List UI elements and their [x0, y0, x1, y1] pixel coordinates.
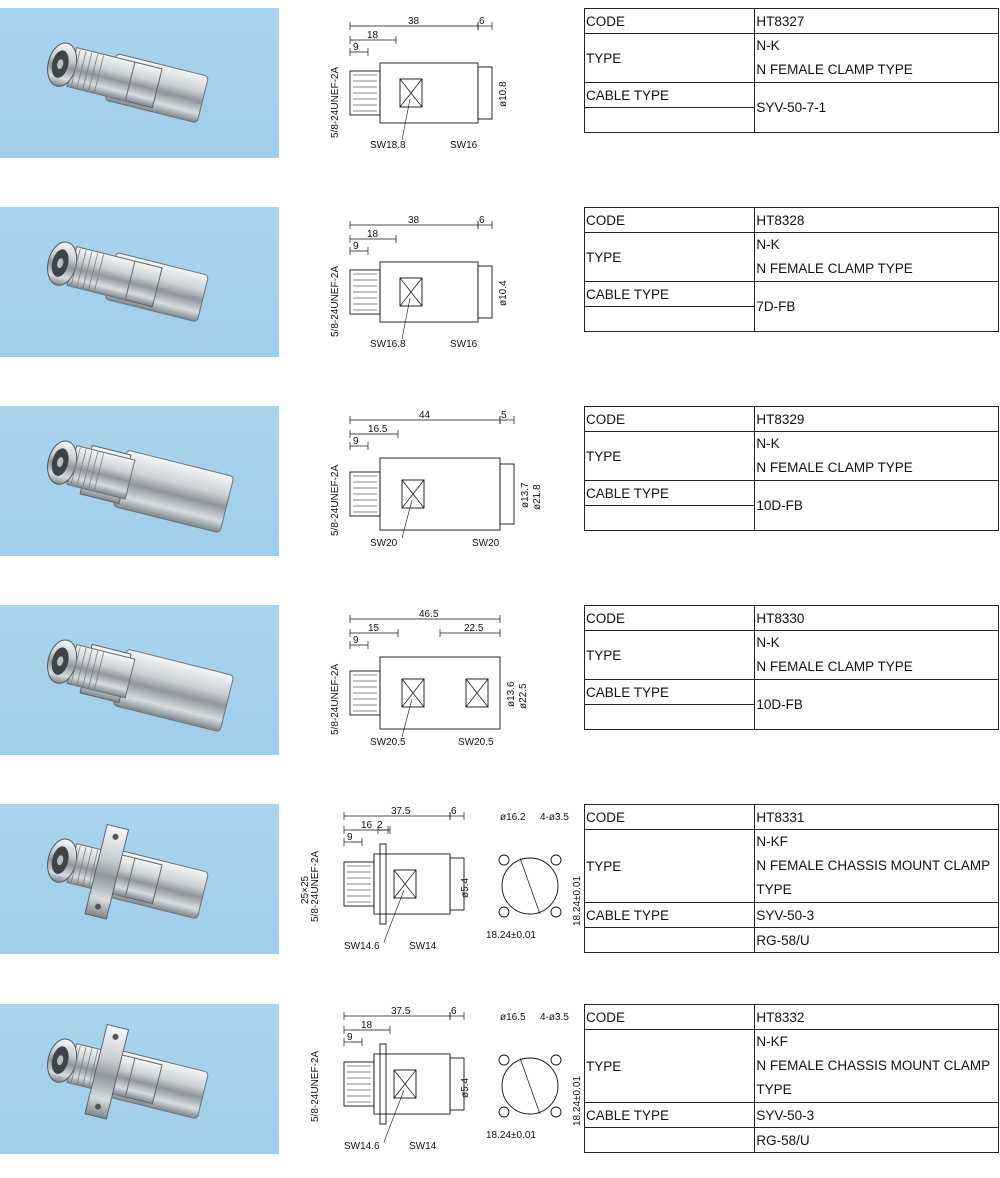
type-label: TYPE	[585, 830, 755, 903]
dim-total: 37.5	[391, 1006, 411, 1017]
product-photo	[0, 8, 279, 158]
wrench-size-front: SW18.8	[370, 140, 406, 151]
technical-drawing	[300, 406, 580, 556]
connector-photo-illustration	[0, 605, 279, 755]
dim-nut: 6	[479, 16, 485, 27]
type-value	[755, 233, 999, 282]
technical-drawing-svg	[300, 1004, 583, 1154]
connector-photo-illustration	[0, 207, 279, 357]
spec-row-cable-blank	[585, 928, 999, 953]
dim-nut: 6	[451, 1006, 457, 1017]
dim-section: 18	[367, 30, 379, 41]
spec-row-cable	[585, 481, 999, 506]
product-row	[0, 207, 1000, 357]
dim-nut: 6	[479, 215, 485, 226]
product-photo	[0, 1004, 279, 1154]
dim-thread-length: 9	[347, 832, 353, 843]
blank-cell	[585, 705, 755, 730]
product-photo	[0, 605, 279, 755]
dim-section: 16.5	[368, 424, 388, 435]
type-label: TYPE	[585, 34, 755, 83]
type-label: TYPE	[585, 631, 755, 680]
technical-drawing-svg	[300, 605, 580, 755]
type-value-line: TYPE	[756, 882, 792, 897]
dim-section: 18	[361, 1020, 373, 1031]
blank-cell	[585, 928, 755, 953]
flange-bore-diameter: ø16.5	[500, 1012, 526, 1023]
cable-type-value: SYV-50-7-1	[755, 83, 999, 133]
dim-nut: 6	[451, 806, 457, 817]
wrench-size-rear: SW16	[450, 339, 478, 350]
type-value-line: N-KF	[756, 1034, 788, 1049]
technical-drawing	[300, 8, 580, 158]
connector-photo-illustration	[0, 804, 279, 954]
code-label: CODE	[585, 9, 755, 34]
dim-thread-length: 9	[347, 1032, 353, 1043]
dim-flange-thickness: 2	[377, 820, 383, 831]
product-row	[0, 1004, 1000, 1154]
technical-drawing	[300, 804, 583, 954]
blank-cell	[585, 1128, 755, 1153]
type-value-line: TYPE	[756, 1082, 792, 1097]
type-value-line: N-K	[756, 38, 780, 53]
code-label: CODE	[585, 606, 755, 631]
type-value	[755, 830, 999, 903]
type-value-line: N-KF	[756, 834, 788, 849]
product-photo	[0, 406, 279, 556]
type-value-line: N FEMALE CLAMP TYPE	[756, 460, 913, 475]
spec-row-cable	[585, 903, 999, 928]
type-value	[755, 631, 999, 680]
cable-type-label: CABLE TYPE	[585, 481, 755, 506]
code-value: HT8331	[755, 805, 999, 830]
code-value: HT8332	[755, 1005, 999, 1030]
dim-thread-length: 9	[353, 42, 359, 53]
product-photo	[0, 207, 279, 357]
product-photo	[0, 804, 279, 954]
dim-total: 38	[408, 215, 420, 226]
spec-row-cable	[585, 1103, 999, 1128]
cable-type-value: SYV-50-3	[755, 1103, 999, 1128]
product-row	[0, 605, 1000, 755]
type-value-line: N FEMALE CHASSIS MOUNT CLAMP	[756, 1058, 991, 1073]
spec-row-cable	[585, 680, 999, 705]
thread-spec-label: 5/8-24UNEF-2A	[330, 464, 341, 536]
hole-pitch-vertical: 18.24±0.01	[572, 1076, 583, 1126]
code-value: HT8327	[755, 9, 999, 34]
spec-row-code	[585, 208, 999, 233]
cable-type-label: CABLE TYPE	[585, 1103, 755, 1128]
spec-row-cable-blank	[585, 1128, 999, 1153]
type-value	[755, 432, 999, 481]
wrench-size-rear: SW14	[409, 941, 437, 952]
diameter-inner-label: ø10.8	[498, 81, 509, 107]
hole-pitch-horizontal: 18.24±0.01	[486, 930, 536, 941]
wrench-size-front: SW16.8	[370, 339, 406, 350]
spec-row-code	[585, 9, 999, 34]
diameter-inner-label: ø10.4	[498, 280, 509, 306]
diameter-inner-label: ø5.4	[460, 877, 471, 898]
dim-total: 46.5	[419, 609, 439, 620]
blank-cell	[585, 108, 755, 133]
spec-row-type	[585, 34, 999, 83]
dim-section: 18	[367, 229, 379, 240]
diameter-inner-label: ø5.4	[460, 1077, 471, 1098]
type-value-line: N FEMALE CHASSIS MOUNT CLAMP	[756, 858, 991, 873]
diameter-inner-label: ø13.6	[506, 681, 517, 707]
hole-pitch-vertical: 18.24±0.01	[572, 876, 583, 926]
cable-type-value: 7D-FB	[755, 282, 999, 332]
spec-row-type	[585, 432, 999, 481]
technical-drawing-svg	[300, 406, 580, 556]
code-label: CODE	[585, 805, 755, 830]
thread-spec-label: 5/8-24UNEF-2A	[330, 663, 341, 735]
code-label: CODE	[585, 1005, 755, 1030]
cable-type-label: CABLE TYPE	[585, 903, 755, 928]
mounting-holes-label: 4-ø3.5	[540, 1012, 569, 1023]
spec-table	[584, 406, 999, 531]
spec-table	[584, 804, 999, 953]
connector-photo-illustration	[0, 8, 279, 158]
dim-total: 44	[419, 410, 431, 421]
dim-thread-length: 9	[353, 241, 359, 252]
cable-type-value: 10D-FB	[755, 481, 999, 531]
type-value-line: N-K	[756, 436, 780, 451]
type-label: TYPE	[585, 432, 755, 481]
connector-photo-illustration	[0, 406, 279, 556]
spec-row-code	[585, 1005, 999, 1030]
type-value-line: N-K	[756, 635, 780, 650]
wrench-size-front: SW14.6	[344, 941, 380, 952]
cable-type-value: SYV-50-3	[755, 903, 999, 928]
technical-drawing	[300, 605, 580, 755]
flange-bore-diameter: ø16.2	[500, 812, 526, 823]
blank-cell	[585, 506, 755, 531]
dim-total: 38	[408, 16, 420, 27]
diameter-inner-label: ø13.7	[520, 482, 531, 508]
flange-size-label: 25×25	[300, 875, 311, 904]
type-label: TYPE	[585, 233, 755, 282]
dim-section: 15	[368, 623, 380, 634]
wrench-size-rear: SW20	[472, 538, 500, 549]
diameter-outer-label: ø21.8	[532, 484, 543, 510]
cable-type-value: RG-58/U	[755, 928, 999, 953]
technical-drawing-svg	[300, 8, 580, 158]
wrench-size-front: SW14.6	[344, 1141, 380, 1152]
connector-photo-illustration	[0, 1004, 279, 1154]
mounting-holes-label: 4-ø3.5	[540, 812, 569, 823]
spec-row-code	[585, 407, 999, 432]
type-value-line: N FEMALE CLAMP TYPE	[756, 62, 913, 77]
thread-spec-label: 5/8-24UNEF-2A	[330, 265, 341, 337]
wrench-size-rear: SW14	[409, 1141, 437, 1152]
hole-pitch-horizontal: 18.24±0.01	[486, 1130, 536, 1141]
cable-type-label: CABLE TYPE	[585, 680, 755, 705]
cable-type-label: CABLE TYPE	[585, 83, 755, 108]
spec-row-cable	[585, 83, 999, 108]
code-label: CODE	[585, 407, 755, 432]
type-label: TYPE	[585, 1030, 755, 1103]
wrench-size-front: SW20	[370, 538, 398, 549]
wrench-size-rear: SW16	[450, 140, 478, 151]
spec-table	[584, 1004, 999, 1153]
diameter-outer-label: ø22.5	[518, 683, 529, 709]
technical-drawing	[300, 1004, 583, 1154]
spec-table	[584, 207, 999, 332]
spec-row-type	[585, 1030, 999, 1103]
spec-row-cable	[585, 282, 999, 307]
cable-type-value: 10D-FB	[755, 680, 999, 730]
code-value: HT8330	[755, 606, 999, 631]
spec-table	[584, 605, 999, 730]
cable-type-label: CABLE TYPE	[585, 282, 755, 307]
dim-thread-length: 9	[353, 436, 359, 447]
dim-thread-length: 9	[353, 635, 359, 646]
technical-drawing	[300, 207, 580, 357]
spec-row-type	[585, 631, 999, 680]
product-row	[0, 406, 1000, 556]
spec-row-type	[585, 233, 999, 282]
code-value: HT8329	[755, 407, 999, 432]
technical-drawing-svg	[300, 207, 580, 357]
thread-spec-label: 5/8-24UNEF-2A	[310, 1050, 321, 1122]
dim-section: 16	[361, 820, 373, 831]
blank-cell	[585, 307, 755, 332]
product-row	[0, 804, 1000, 954]
type-value	[755, 1030, 999, 1103]
spec-row-type	[585, 830, 999, 903]
type-value-line: N FEMALE CLAMP TYPE	[756, 261, 913, 276]
type-value	[755, 34, 999, 83]
technical-drawing-svg	[300, 804, 583, 954]
product-row	[0, 8, 1000, 158]
dim-nut: 5	[501, 410, 507, 421]
dim-rear: 22.5	[464, 623, 484, 634]
wrench-size-front: SW20.5	[370, 737, 406, 748]
thread-spec-label: 5/8-24UNEF-2A	[330, 66, 341, 138]
type-value-line: N FEMALE CLAMP TYPE	[756, 659, 913, 674]
dim-total: 37.5	[391, 806, 411, 817]
wrench-size-rear: SW20.5	[458, 737, 494, 748]
type-value-line: N-K	[756, 237, 780, 252]
spec-row-code	[585, 606, 999, 631]
thread-spec-label: 5/8-24UNEF-2A	[310, 850, 321, 922]
cable-type-value: RG-58/U	[755, 1128, 999, 1153]
spec-row-code	[585, 805, 999, 830]
code-label: CODE	[585, 208, 755, 233]
spec-table	[584, 8, 999, 133]
code-value: HT8328	[755, 208, 999, 233]
